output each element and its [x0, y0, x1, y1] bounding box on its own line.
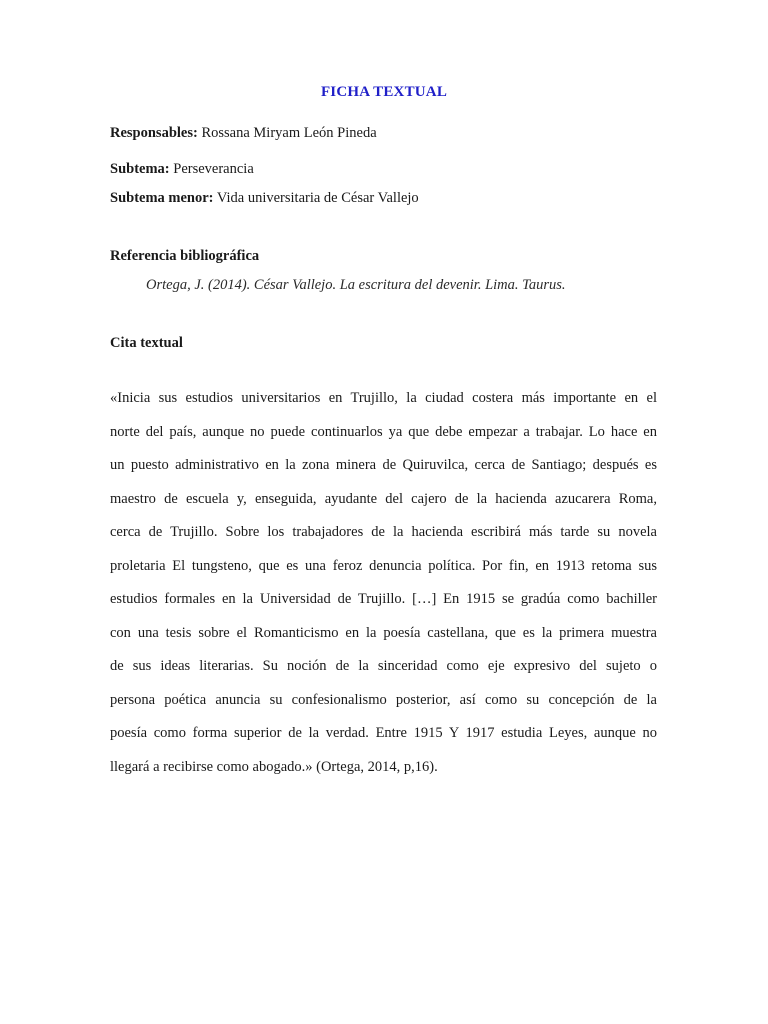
cita-line: un puesto administrativo en la zona minera de Quiruvilca, cerca de Santiago; después es: [110, 457, 657, 473]
referencia-heading: Referencia bibliográfica: [110, 248, 260, 264]
subtema-menor-value: Vida universitaria de César Vallejo: [216, 190, 419, 206]
cita-line: estudios formales en la Universidad de Trujillo. […] En 1915 se gradúa como bachiller: [110, 591, 657, 607]
responsables-value: Rossana Miryam León Pineda: [201, 125, 377, 141]
cita-line: de sus ideas literarias. Su noción de la sinceridad como eje expresivo del sujeto o: [110, 658, 657, 674]
cita-line: con una tesis sobre el Romanticismo en la poesía castellana, que es la primera muestra: [110, 624, 657, 641]
cita-line: norte del país, aunque no puede continuarlos ya que debe empezar a trabajar. Lo hace en: [110, 423, 657, 440]
responsables-label: Responsables:: [110, 125, 198, 141]
cita-line: «Inicia sus estudios universitarios en Trujillo, la ciudad costera más importante en el: [110, 390, 657, 406]
subtema-label: Subtema:: [110, 161, 170, 177]
document-title: FICHA TEXTUAL: [320, 84, 448, 100]
cita-line: cerca de Trujillo. Sobre los trabajadores de la hacienda escribirá más tarde su novela: [110, 524, 657, 540]
cita-line: persona poética anuncia su confesionalismo posterior, así como su concepción de la: [110, 691, 657, 708]
subtema-menor-field: [110, 190, 419, 207]
cita-text: [110, 382, 657, 784]
cita-line: proletaria El tungsteno, que es una feroz denuncia política. Por fin, en 1913 retoma sus: [110, 557, 657, 574]
responsables-field: [110, 125, 377, 142]
cita-line: poesía como forma superior de la verdad. Entre 1915 Y 1917 estudia Leyes, aunque no: [110, 725, 657, 741]
referencia-text: Ortega, J. (2014). César Vallejo. La escritura del devenir. Lima. Taurus.: [146, 277, 566, 293]
subtema-value: Perseverancia: [173, 161, 254, 177]
subtema-menor-label: Subtema menor:: [110, 190, 214, 206]
cita-line: llegará a recibirse como abogado.» (Ortega, 2014, p,16).: [110, 758, 438, 775]
cita-heading: Cita textual: [110, 335, 183, 351]
cita-line: maestro de escuela y, enseguida, ayudante del cajero de la hacienda azucarera Roma,: [110, 490, 657, 507]
subtema-field: [110, 161, 254, 178]
